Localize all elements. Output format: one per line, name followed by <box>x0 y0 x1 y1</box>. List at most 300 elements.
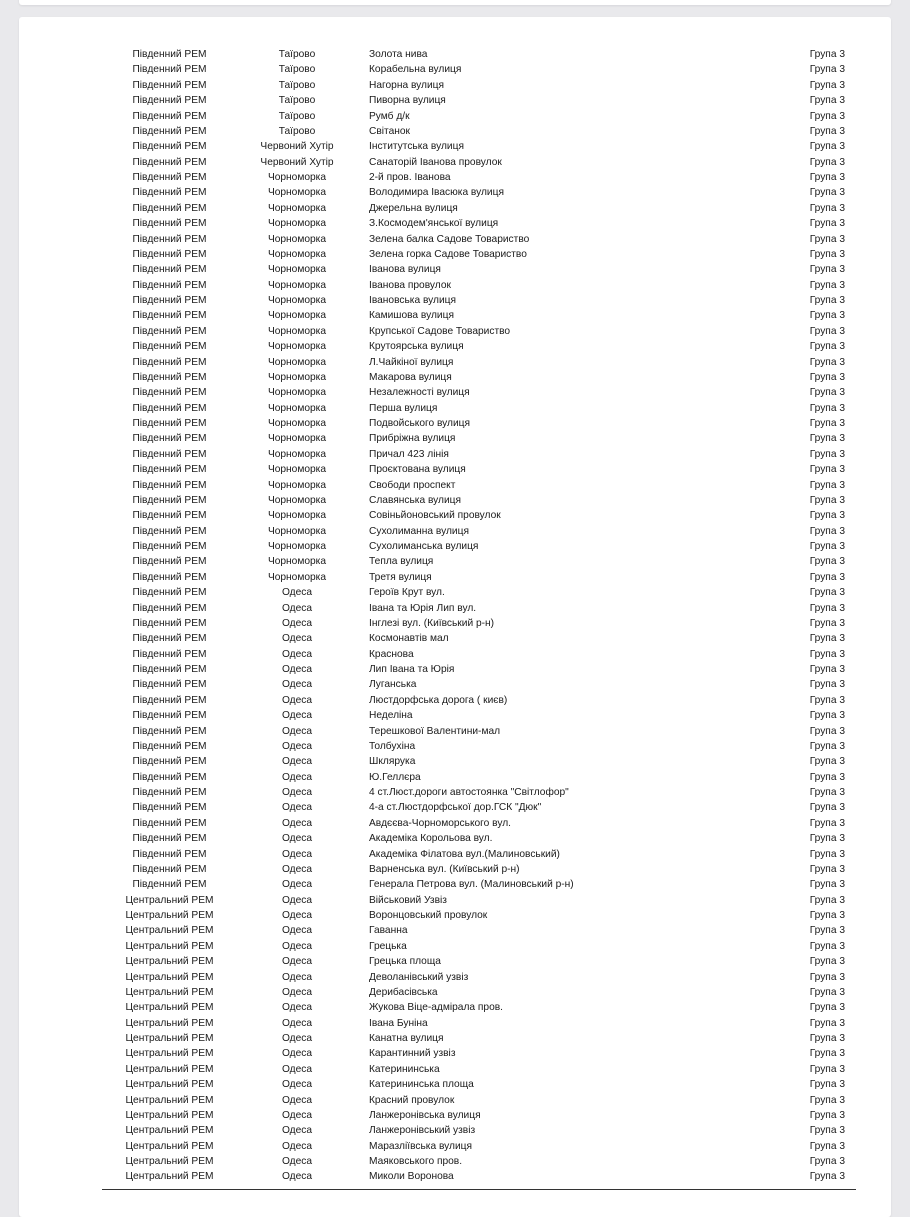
group-cell: Група 3 <box>809 879 845 891</box>
group-cell: Група 3 <box>809 587 845 599</box>
table-row <box>102 293 845 308</box>
locality-cell: Одеса <box>281 740 313 752</box>
rem-cell: Південний РЕМ <box>132 617 207 629</box>
street-cell: Тепла вулиця <box>369 556 434 568</box>
group-cell: Група 3 <box>809 64 845 76</box>
group-cell: Група 3 <box>809 525 845 537</box>
locality-cell: Одеса <box>281 679 313 691</box>
group-cell: Група 3 <box>809 448 845 460</box>
rem-cell: Південний РЕМ <box>132 79 207 91</box>
rem-cell: Південний РЕМ <box>132 95 207 107</box>
rem-cell: Південний РЕМ <box>132 64 207 76</box>
street-cell: Жукова Віце-адмірала пров. <box>369 1002 503 1014</box>
street-cell: Ю.Геллєра <box>369 771 421 783</box>
street-cell: Катерининська <box>369 1063 440 1075</box>
rem-cell: Центральний РЕМ <box>125 894 214 906</box>
rem-cell: Південний РЕМ <box>132 756 207 768</box>
rem-cell: Південний РЕМ <box>132 325 207 337</box>
table-row <box>102 201 845 216</box>
locality-cell: Чорноморка <box>267 371 327 383</box>
table-row <box>102 954 845 969</box>
street-cell: Дерибасівська <box>369 986 438 998</box>
locality-cell: Одеса <box>281 710 313 722</box>
locality-cell: Чорноморка <box>267 448 327 460</box>
group-cell: Група 3 <box>809 1094 845 1106</box>
table-row <box>102 78 845 93</box>
locality-cell: Одеса <box>281 756 313 768</box>
rem-cell: Південний РЕМ <box>132 556 207 568</box>
rem-cell: Південний РЕМ <box>132 679 207 691</box>
table-row <box>102 847 845 862</box>
street-cell: Канатна вулиця <box>369 1033 444 1044</box>
locality-cell: Чорноморка <box>267 556 327 568</box>
table-row <box>102 662 845 677</box>
table-row <box>102 232 845 247</box>
street-cell: Л.Чайкіної вулиця <box>369 356 454 368</box>
rem-cell: Південний РЕМ <box>132 541 207 552</box>
locality-cell: Одеса <box>281 940 313 952</box>
group-cell: Група 3 <box>809 279 845 291</box>
group-cell: Група 3 <box>809 710 845 722</box>
outage-schedule-table <box>102 47 845 1185</box>
rem-cell: Південний РЕМ <box>132 602 207 614</box>
rem-cell: Південний РЕМ <box>132 633 207 645</box>
table-row <box>102 708 845 723</box>
table-row <box>102 109 845 124</box>
group-cell: Група 3 <box>809 371 845 383</box>
table-row <box>102 139 845 154</box>
rem-cell: Південний РЕМ <box>132 233 207 245</box>
street-cell: Крупської Садове Товариство <box>369 325 511 337</box>
table-row <box>102 800 845 815</box>
locality-cell: Одеса <box>281 1156 313 1167</box>
street-cell: Славянська вулиця <box>369 494 462 506</box>
locality-cell: Одеса <box>281 602 313 614</box>
locality-cell: Одеса <box>281 956 313 968</box>
group-cell: Група 3 <box>809 49 845 60</box>
locality-cell: Одеса <box>281 817 313 829</box>
group-cell: Група 3 <box>809 833 845 845</box>
table-row <box>102 631 845 646</box>
locality-cell: Одеса <box>281 664 313 675</box>
street-cell: 4 ст.Люст.дороги автостоянка "Світлофор" <box>369 787 569 798</box>
locality-cell: Одеса <box>281 1171 313 1183</box>
locality-cell: Одеса <box>281 879 313 891</box>
table-row <box>102 816 845 831</box>
table-row <box>102 508 845 523</box>
street-cell: Івана та Юрія Лип вул. <box>369 602 477 614</box>
table-row <box>102 693 845 708</box>
locality-cell: Одеса <box>281 1125 313 1137</box>
group-cell: Група 3 <box>809 664 845 675</box>
rem-cell: Центральний РЕМ <box>125 1063 214 1075</box>
group-cell: Група 3 <box>809 1063 845 1075</box>
table-row <box>102 278 845 293</box>
group-cell: Група 3 <box>809 248 845 260</box>
table-row <box>102 1077 845 1092</box>
group-cell: Група 3 <box>809 510 845 522</box>
street-cell: Свободи проспект <box>369 479 456 491</box>
table-row <box>102 1154 845 1169</box>
group-cell: Група 3 <box>809 1079 845 1091</box>
locality-cell: Одеса <box>281 1094 313 1106</box>
group-cell: Група 3 <box>809 402 845 414</box>
locality-cell: Чорноморка <box>267 402 327 414</box>
street-cell: Миколи Воронова <box>369 1171 454 1183</box>
locality-cell: Таїрово <box>278 95 316 107</box>
table-row <box>102 462 845 477</box>
locality-cell: Чорноморка <box>267 479 327 491</box>
group-cell: Група 3 <box>809 956 845 968</box>
street-cell: Військовий Узвіз <box>369 894 447 906</box>
street-cell: Героїв Крут вул. <box>369 587 445 599</box>
rem-cell: Південний РЕМ <box>132 279 207 291</box>
street-cell: Терешкової Валентини-мал <box>369 725 501 737</box>
street-cell: Перша вулиця <box>369 402 438 414</box>
rem-cell: Південний РЕМ <box>132 341 207 353</box>
locality-cell: Чорноморка <box>267 387 327 399</box>
locality-cell: Чорноморка <box>267 341 327 353</box>
group-cell: Група 3 <box>809 356 845 368</box>
rem-cell: Центральний РЕМ <box>125 971 214 983</box>
street-cell: Світанок <box>369 125 410 137</box>
locality-cell: Одеса <box>281 863 313 875</box>
table-row <box>102 524 845 539</box>
table-row <box>102 877 845 892</box>
group-cell: Група 3 <box>809 341 845 353</box>
street-cell: Корабельна вулиця <box>369 64 462 76</box>
rem-cell: Центральний РЕМ <box>125 956 214 968</box>
rem-cell: Південний РЕМ <box>132 802 207 814</box>
group-cell: Група 3 <box>809 986 845 998</box>
table-row <box>102 339 845 354</box>
locality-cell: Чорноморка <box>267 295 327 306</box>
table-body <box>102 47 845 1185</box>
locality-cell: Одеса <box>281 1140 313 1152</box>
street-cell: Крутоярська вулиця <box>369 341 464 353</box>
table-row <box>102 47 845 62</box>
locality-cell: Таїрово <box>278 64 316 76</box>
group-cell: Група 3 <box>809 141 845 153</box>
table-row <box>102 1062 845 1077</box>
street-cell: 4-а ст.Люстдорфської дор.ГСК "Дюк" <box>369 802 542 814</box>
group-cell: Група 3 <box>809 910 845 921</box>
rem-cell: Центральний РЕМ <box>125 1171 214 1183</box>
group-cell: Група 3 <box>809 1017 845 1029</box>
rem-cell: Центральний РЕМ <box>125 940 214 952</box>
rem-cell: Південний РЕМ <box>132 494 207 506</box>
group-cell: Група 3 <box>809 494 845 506</box>
group-cell: Група 3 <box>809 925 845 937</box>
locality-cell: Одеса <box>281 694 313 706</box>
street-cell: Генерала Петрова вул. (Малиновський р-н) <box>369 879 574 891</box>
locality-cell: Одеса <box>281 848 313 860</box>
rem-cell: Південний РЕМ <box>132 694 207 706</box>
locality-cell: Чорноморка <box>267 525 327 537</box>
rem-cell: Південний РЕМ <box>132 387 207 399</box>
street-cell: Ланжеронівський узвіз <box>369 1125 476 1137</box>
locality-cell: Чорноморка <box>267 172 327 183</box>
table-row <box>102 1000 845 1015</box>
street-cell: Румб д/к <box>369 110 410 122</box>
street-cell: Макарова вулиця <box>369 371 452 383</box>
locality-cell: Одеса <box>281 894 313 906</box>
locality-cell: Одеса <box>281 986 313 998</box>
table-row <box>102 647 845 662</box>
group-cell: Група 3 <box>809 602 845 614</box>
group-cell: Група 3 <box>809 571 845 583</box>
rem-cell: Центральний РЕМ <box>125 1079 214 1091</box>
table-row <box>102 862 845 877</box>
rem-cell: Південний РЕМ <box>132 356 207 368</box>
table-row <box>102 754 845 769</box>
group-cell: Група 3 <box>809 1048 845 1060</box>
street-cell: Авдєєва-Чорноморського вул. <box>369 817 511 829</box>
group-cell: Група 3 <box>809 817 845 829</box>
locality-cell: Чорноморка <box>267 218 327 230</box>
rem-cell: Південний РЕМ <box>132 848 207 860</box>
table-row <box>102 170 845 185</box>
group-cell: Група 3 <box>809 264 845 276</box>
group-cell: Група 3 <box>809 418 845 429</box>
locality-cell: Чорноморка <box>267 325 327 337</box>
group-cell: Група 3 <box>809 1125 845 1137</box>
street-cell: Маяковського пров. <box>369 1156 463 1167</box>
locality-cell: Чорноморка <box>267 356 327 368</box>
street-cell: Володимира Івасюка вулиця <box>369 187 504 199</box>
rem-cell: Південний РЕМ <box>132 371 207 383</box>
table-row <box>102 831 845 846</box>
table-row <box>102 1093 845 1108</box>
locality-cell: Одеса <box>281 587 313 599</box>
street-cell: Грецька <box>369 940 407 952</box>
table-row <box>102 785 845 800</box>
rem-cell: Центральний РЕМ <box>125 1002 214 1014</box>
table-row <box>102 1046 845 1061</box>
table-row <box>102 1108 845 1123</box>
locality-cell: Одеса <box>281 1048 313 1060</box>
street-cell: Івановська вулиця <box>369 295 457 306</box>
table-row <box>102 893 845 908</box>
locality-cell: Одеса <box>281 1033 313 1044</box>
table-row <box>102 1123 845 1138</box>
locality-cell: Одеса <box>281 648 313 660</box>
locality-cell: Чорноморка <box>267 494 327 506</box>
group-cell: Група 3 <box>809 802 845 814</box>
locality-cell: Чорноморка <box>267 248 327 260</box>
street-cell: Пиворна вулиця <box>369 95 446 107</box>
locality-cell: Одеса <box>281 1109 313 1121</box>
group-cell: Група 3 <box>809 125 845 137</box>
street-cell: Космонавтів мал <box>369 633 449 645</box>
table-row <box>102 985 845 1000</box>
group-cell: Група 3 <box>809 295 845 306</box>
locality-cell: Одеса <box>281 1079 313 1091</box>
locality-cell: Чорноморка <box>267 464 327 476</box>
table-row <box>102 724 845 739</box>
rem-cell: Південний РЕМ <box>132 110 207 122</box>
rem-cell: Південний РЕМ <box>132 295 207 306</box>
table-row <box>102 970 845 985</box>
rem-cell: Південний РЕМ <box>132 664 207 675</box>
locality-cell: Одеса <box>281 833 313 845</box>
rem-cell: Південний РЕМ <box>132 218 207 230</box>
locality-cell: Одеса <box>281 617 313 629</box>
group-cell: Група 3 <box>809 679 845 691</box>
locality-cell: Одеса <box>281 1002 313 1014</box>
street-cell: Грецька площа <box>369 956 441 968</box>
group-cell: Група 3 <box>809 156 845 168</box>
group-cell: Група 3 <box>809 387 845 399</box>
table-row <box>102 570 845 585</box>
rem-cell: Південний РЕМ <box>132 817 207 829</box>
locality-cell: Чорноморка <box>267 418 327 429</box>
table-row <box>102 247 845 262</box>
rem-cell: Південний РЕМ <box>132 418 207 429</box>
group-cell: Група 3 <box>809 202 845 214</box>
table-row <box>102 554 845 569</box>
rem-cell: Південний РЕМ <box>132 479 207 491</box>
rem-cell: Південний РЕМ <box>132 833 207 845</box>
rem-cell: Центральний РЕМ <box>125 1109 214 1121</box>
street-cell: Нагорна вулиця <box>369 79 445 91</box>
group-cell: Група 3 <box>809 971 845 983</box>
group-cell: Група 3 <box>809 172 845 183</box>
group-cell: Група 3 <box>809 648 845 660</box>
locality-cell: Таїрово <box>278 110 316 122</box>
table-row <box>102 923 845 938</box>
table-bottom-border <box>102 1189 856 1190</box>
street-cell: Маразліївська вулиця <box>369 1140 472 1152</box>
street-cell: Гаванна <box>369 925 408 937</box>
table-row <box>102 370 845 385</box>
street-cell: Зелена балка Садове Товариство <box>369 233 530 245</box>
rem-cell: Південний РЕМ <box>132 863 207 875</box>
group-cell: Група 3 <box>809 1033 845 1044</box>
street-cell: Академіка Філатова вул.(Малиновський) <box>369 848 560 860</box>
street-cell: Сухолиманська вулиця <box>369 541 479 552</box>
group-cell: Група 3 <box>809 464 845 476</box>
group-cell: Група 3 <box>809 725 845 737</box>
group-cell: Група 3 <box>809 848 845 860</box>
group-cell: Група 3 <box>809 1140 845 1152</box>
rem-cell: Центральний РЕМ <box>125 1156 214 1167</box>
locality-cell: Чорноморка <box>267 202 327 214</box>
document-page <box>19 17 891 1217</box>
group-cell: Група 3 <box>809 771 845 783</box>
group-cell: Група 3 <box>809 940 845 952</box>
locality-cell: Одеса <box>281 925 313 937</box>
street-cell: Золота нива <box>369 49 428 60</box>
rem-cell: Центральний РЕМ <box>125 1094 214 1106</box>
rem-cell: Центральний РЕМ <box>125 1033 214 1044</box>
table-row <box>102 62 845 77</box>
rem-cell: Центральний РЕМ <box>125 986 214 998</box>
group-cell: Група 3 <box>809 79 845 91</box>
street-cell: Джерельна вулиця <box>369 202 458 214</box>
locality-cell: Одеса <box>281 802 313 814</box>
street-cell: З.Космодем'янської вулиця <box>369 218 499 230</box>
street-cell: Толбухіна <box>369 740 416 752</box>
table-row <box>102 155 845 170</box>
table-row <box>102 385 845 400</box>
rem-cell: Південний РЕМ <box>132 710 207 722</box>
group-cell: Група 3 <box>809 787 845 798</box>
street-cell: Незалежності вулиця <box>369 387 470 399</box>
group-cell: Група 3 <box>809 1002 845 1014</box>
locality-cell: Чорноморка <box>267 264 327 276</box>
table-row <box>102 447 845 462</box>
rem-cell: Південний РЕМ <box>132 587 207 599</box>
street-cell: Іванова вулиця <box>369 264 441 276</box>
table-row <box>102 355 845 370</box>
table-row <box>102 216 845 231</box>
table-row <box>102 770 845 785</box>
rem-cell: Південний РЕМ <box>132 525 207 537</box>
locality-cell: Чорноморка <box>267 510 327 522</box>
group-cell: Група 3 <box>809 556 845 568</box>
group-cell: Група 3 <box>809 95 845 107</box>
rem-cell: Південний РЕМ <box>132 141 207 153</box>
locality-cell: Чорноморка <box>267 571 327 583</box>
street-cell: Проєктована вулиця <box>369 464 466 476</box>
street-cell: 2-й пров. Іванова <box>369 172 451 183</box>
street-cell: Санаторій Іванова провулок <box>369 156 502 168</box>
rem-cell: Південний РЕМ <box>132 264 207 276</box>
table-row <box>102 616 845 631</box>
rem-cell: Південний РЕМ <box>132 771 207 783</box>
table-row <box>102 739 845 754</box>
street-cell: Інглезі вул. (Київський р-н) <box>369 617 495 629</box>
group-cell: Група 3 <box>809 325 845 337</box>
street-cell: Шклярука <box>369 756 416 768</box>
group-cell: Група 3 <box>809 617 845 629</box>
table-row <box>102 262 845 277</box>
table-row <box>102 478 845 493</box>
table-row <box>102 93 845 108</box>
street-cell: Луганська <box>369 679 417 691</box>
street-cell: Третя вулиця <box>369 571 432 583</box>
table-row <box>102 324 845 339</box>
rem-cell: Південний РЕМ <box>132 310 207 322</box>
locality-cell: Одеса <box>281 1017 313 1029</box>
locality-cell: Чорноморка <box>267 310 327 322</box>
street-cell: Подвойського вулиця <box>369 418 471 429</box>
group-cell: Група 3 <box>809 1109 845 1121</box>
group-cell: Група 3 <box>809 756 845 768</box>
rem-cell: Південний РЕМ <box>132 787 207 798</box>
street-cell: Варненська вул. (Київський р-н) <box>369 863 520 875</box>
locality-cell: Одеса <box>281 971 313 983</box>
locality-cell: Чорноморка <box>267 541 327 552</box>
rem-cell: Центральний РЕМ <box>125 910 214 921</box>
group-cell: Група 3 <box>809 694 845 706</box>
table-row <box>102 401 845 416</box>
locality-cell: Таїрово <box>278 79 316 91</box>
street-cell: Причал 423 лінія <box>369 448 449 460</box>
street-cell: Люстдорфська дорога ( києв) <box>369 694 508 706</box>
locality-cell: Чорноморка <box>267 433 327 445</box>
locality-cell: Одеса <box>281 1063 313 1075</box>
street-cell: Красний провулок <box>369 1094 455 1106</box>
rem-cell: Південний РЕМ <box>132 125 207 137</box>
locality-cell: Чорноморка <box>267 279 327 291</box>
group-cell: Група 3 <box>809 110 845 122</box>
group-cell: Група 3 <box>809 633 845 645</box>
rem-cell: Південний РЕМ <box>132 402 207 414</box>
street-cell: Академіка Корольова вул. <box>369 833 493 845</box>
table-row <box>102 601 845 616</box>
